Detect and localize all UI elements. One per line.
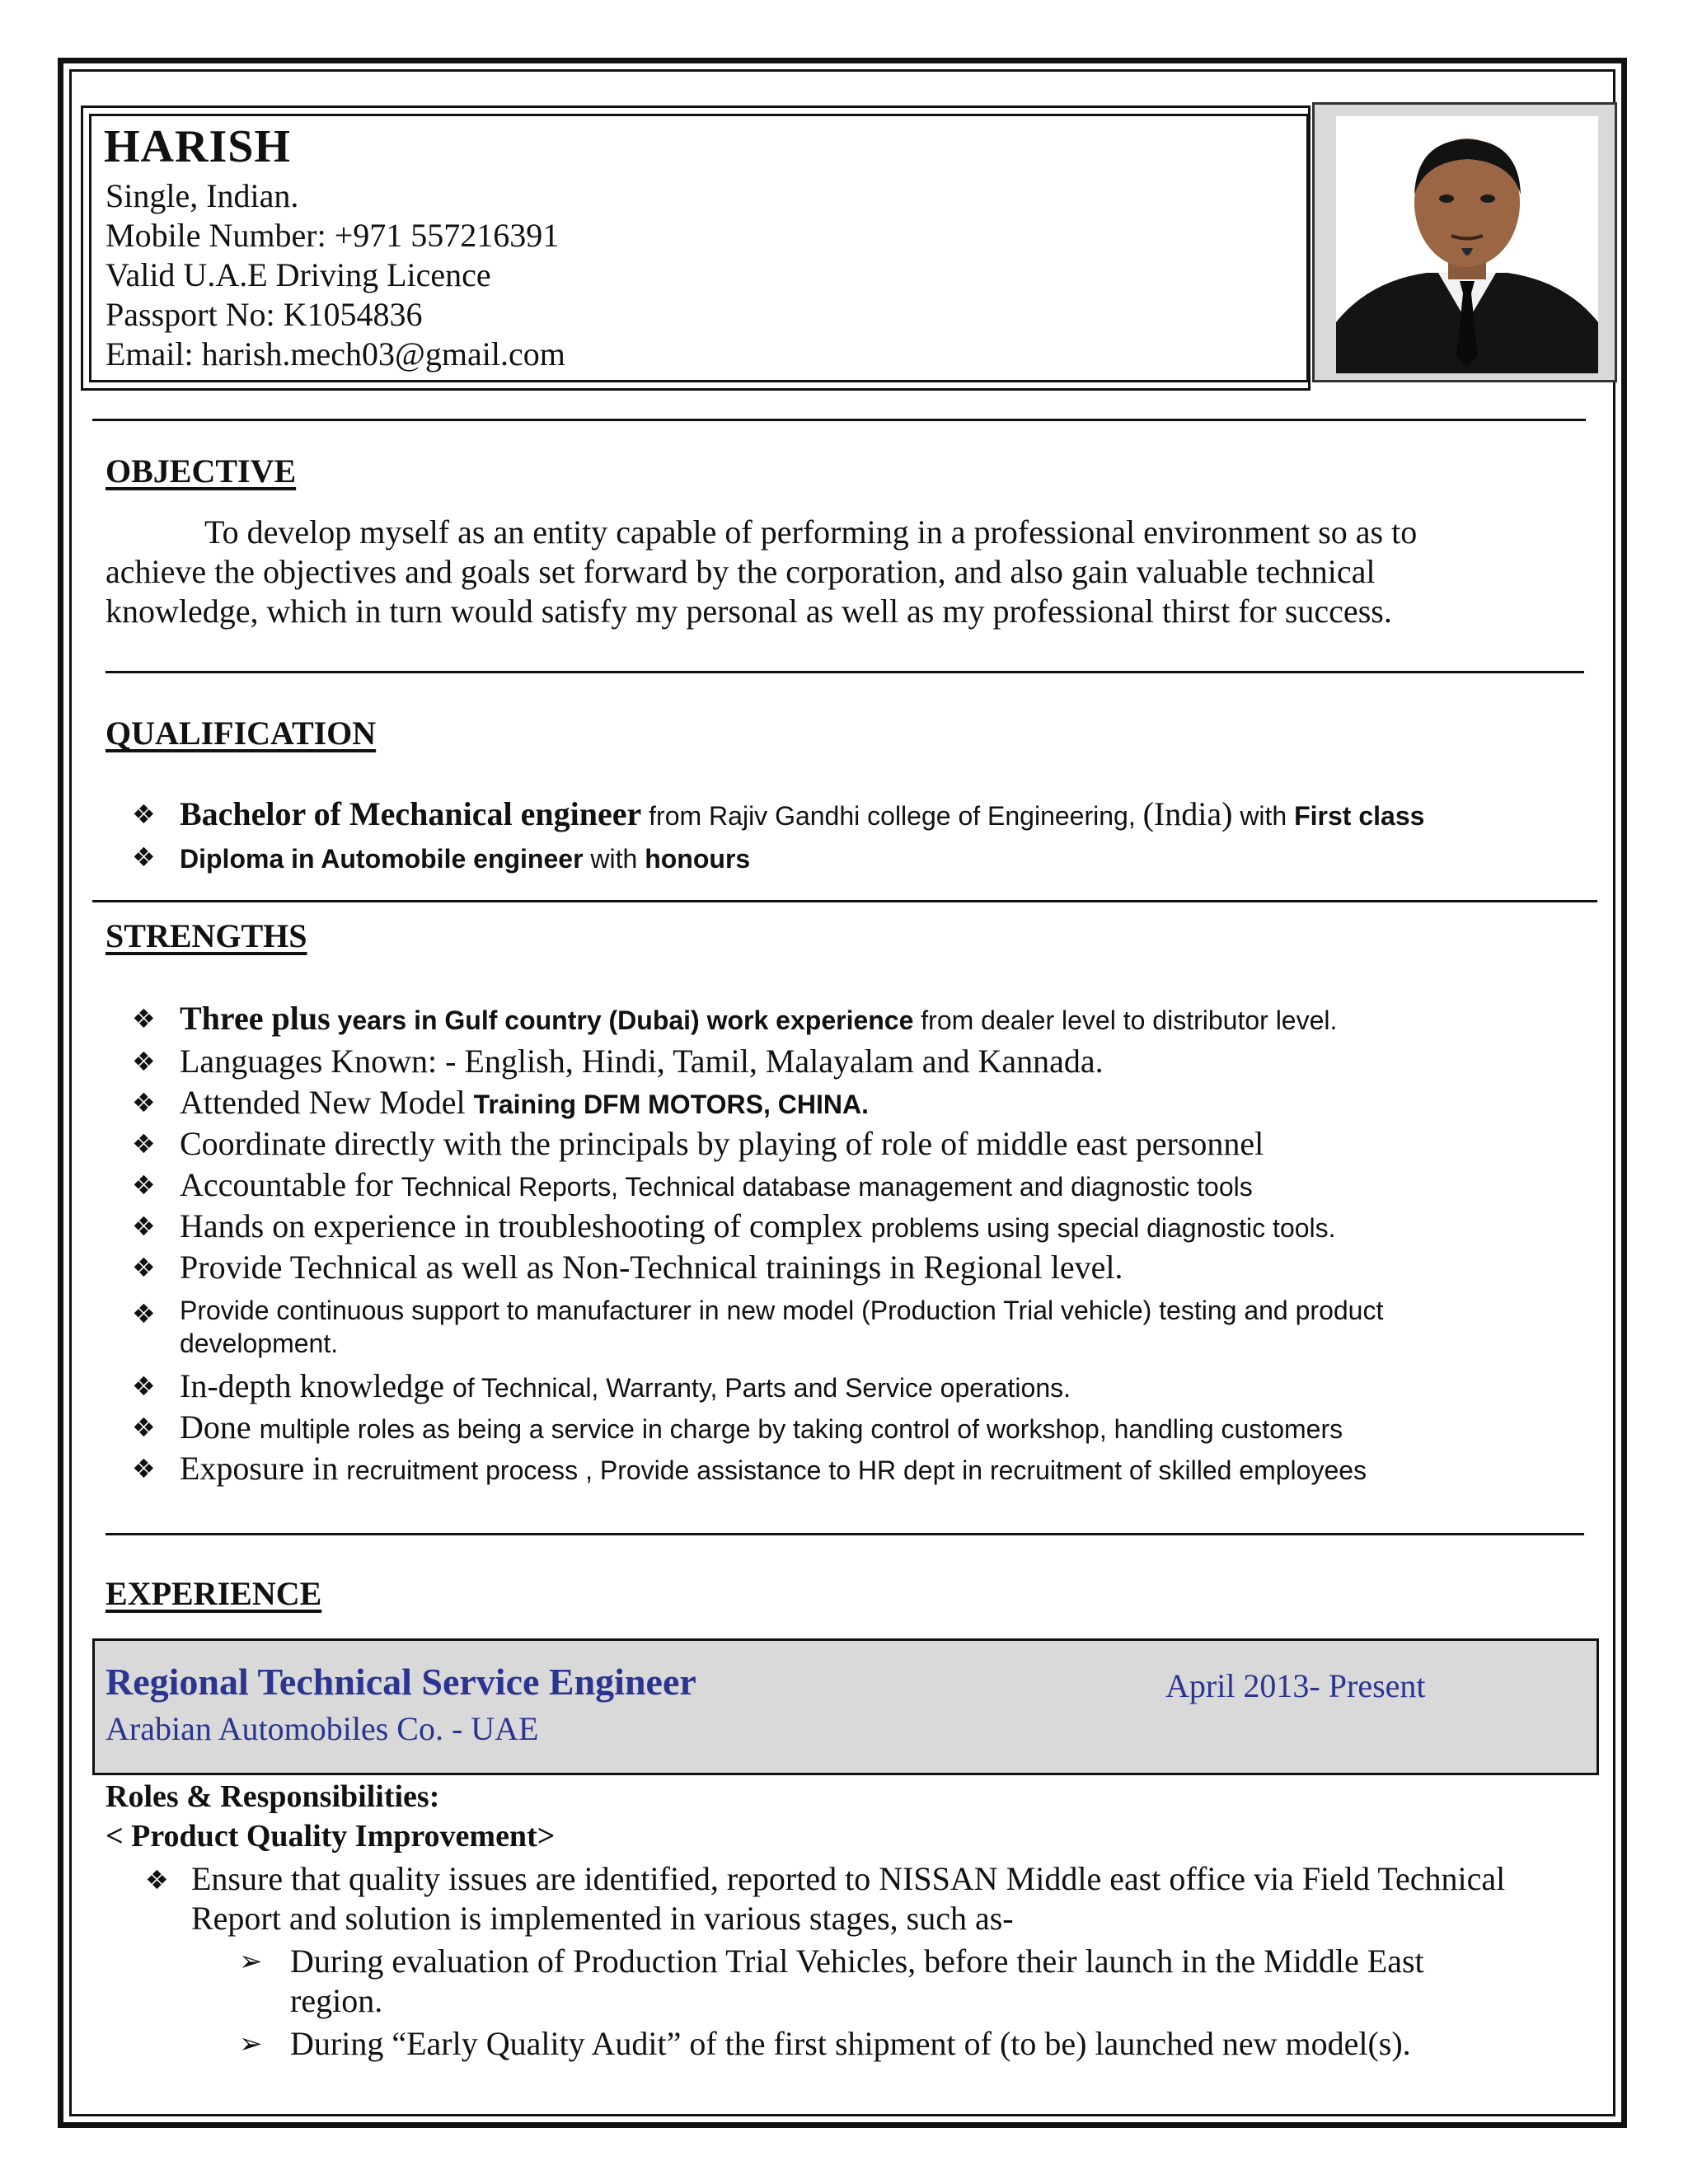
arrow-icon: ➢ — [239, 1945, 263, 1978]
bullet-icon: ❖ — [145, 1864, 169, 1896]
bullet-icon: ❖ — [132, 1252, 156, 1283]
divider-header — [92, 419, 1586, 421]
sub-item-1-line-2: region. — [290, 1982, 383, 2019]
bullet-icon: ❖ — [132, 1211, 156, 1242]
bullet-icon: ❖ — [132, 1128, 156, 1160]
marital-nationality: Single, Indian. — [106, 177, 299, 214]
email: Email: harish.mech03@gmail.com — [106, 335, 565, 373]
bullet-icon: ❖ — [132, 1412, 156, 1443]
sub-heading: < Product Quality Improvement> — [106, 1819, 556, 1854]
diploma-class: honours — [645, 844, 751, 874]
bullet-icon: ❖ — [132, 1371, 156, 1402]
degree-name: Bachelor of Mechanical engineer — [180, 795, 642, 832]
bullet-icon: ❖ — [132, 1046, 156, 1077]
divider-strengths — [106, 1533, 1584, 1535]
sub-item-2: During “Early Quality Audit” of the first shipment of (to be) launched new model(s). — [290, 2025, 1411, 2062]
strengths-title: STRENGTHS — [106, 917, 307, 954]
job-period: April 2013- Present — [1165, 1667, 1426, 1704]
bullet-icon: ❖ — [132, 841, 156, 873]
objective-line-1: To develop myself as an entity capable of performing in a professional environment so as to — [204, 513, 1418, 551]
divider-qualification — [92, 900, 1597, 902]
responsibility-line-1: Ensure that quality issues are identified, reported to NISSAN Middle east office via Field Technical — [191, 1860, 1506, 1897]
job-title: Regional Technical Service Engineer — [106, 1661, 696, 1703]
bullet-icon: ❖ — [132, 1087, 156, 1118]
bullet-icon: ❖ — [132, 1298, 156, 1329]
arrow-icon: ➢ — [239, 2027, 263, 2060]
candidate-name: HARISH — [104, 121, 291, 172]
objective-title: OBJECTIVE — [106, 452, 297, 490]
passport-number: Passport No: K1054836 — [106, 296, 423, 333]
sub-item-1-line-1: During evaluation of Production Trial Vehicles, before their launch in the Middle East — [290, 1943, 1424, 1980]
photo-frame — [1312, 102, 1617, 382]
experience-header-box — [92, 1638, 1599, 1775]
divider-objective — [106, 671, 1584, 673]
bullet-icon: ❖ — [132, 1003, 156, 1034]
qualification-title: QUALIFICATION — [106, 715, 377, 752]
experience-title: EXPERIENCE — [106, 1575, 322, 1612]
company-name: Arabian Automobiles Co. - UAE — [106, 1710, 539, 1747]
responsibility-line-2: Report and solution is implemented in various stages, such as- — [191, 1900, 1014, 1937]
profile-photo — [1336, 116, 1598, 373]
bullet-icon: ❖ — [132, 799, 156, 830]
roles-heading: Roles & Responsibilities: — [106, 1779, 440, 1814]
degree-class: First class — [1294, 801, 1425, 831]
bullet-icon: ❖ — [132, 1453, 156, 1484]
objective-line-2: achieve the objectives and goals set forward by the corporation, and also gain valuable technical — [106, 553, 1376, 590]
driving-licence: Valid U.A.E Driving Licence — [106, 256, 491, 293]
mobile-number: Mobile Number: +971 557216391 — [106, 217, 560, 254]
objective-line-3: knowledge, which in turn would satisfy my personal as well as my professional thirst for success. — [106, 593, 1392, 630]
bullet-icon: ❖ — [132, 1169, 156, 1201]
diploma-name: Diploma in Automobile engineer — [180, 844, 584, 874]
